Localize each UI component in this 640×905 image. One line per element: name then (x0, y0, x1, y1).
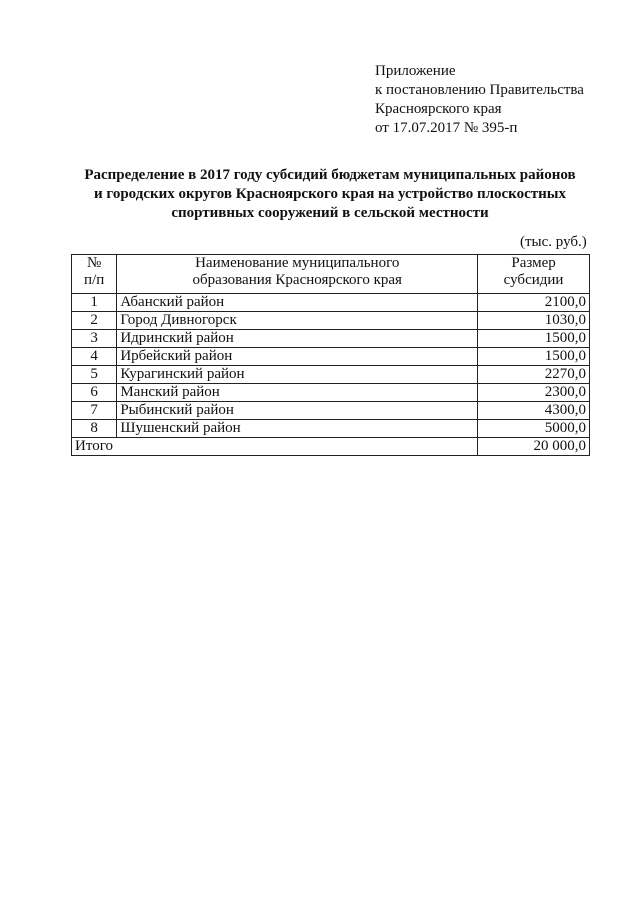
table-total-row (72, 438, 590, 456)
unit-note: (тыс. руб.) (520, 234, 587, 250)
subsidy-amount: 1500,0 (478, 348, 590, 366)
header-name (117, 255, 478, 294)
municipality-name: Абанский район (117, 294, 478, 312)
title-line: и городских округов Красноярского края на устройство плоскостных (94, 186, 566, 202)
header-num (72, 255, 117, 294)
table-row (72, 294, 590, 312)
title-line: спортивных сооружений в сельской местности (171, 205, 489, 221)
row-number: 8 (72, 420, 117, 438)
annex-line: к постановлению Правительства (375, 82, 584, 98)
header-amount (478, 255, 590, 294)
title-line: Распределение в 2017 году субсидий бюджетам муниципальных районов (84, 167, 576, 183)
subsidy-amount: 5000,0 (478, 420, 590, 438)
header-text: п/п (84, 272, 105, 288)
annex-line: Приложение (375, 63, 456, 79)
annex-line: Красноярского края (375, 101, 502, 117)
subsidy-amount: 2300,0 (478, 384, 590, 402)
table-row (72, 330, 590, 348)
header-text: Наименование муниципального (195, 255, 400, 271)
table-row (72, 420, 590, 438)
subsidy-amount: 2270,0 (478, 366, 590, 384)
municipality-name: Курагинский район (117, 366, 478, 384)
annex-line: от 17.07.2017 № 395-п (375, 120, 518, 136)
table-row (72, 366, 590, 384)
row-number: 2 (72, 312, 117, 330)
municipality-name: Шушенский район (117, 420, 478, 438)
table-row (72, 312, 590, 330)
table-row (72, 402, 590, 420)
header-text: Размер (511, 255, 556, 271)
subsidy-amount: 2100,0 (478, 294, 590, 312)
document-title (60, 166, 600, 223)
total-amount: 20 000,0 (478, 438, 590, 456)
subsidy-amount: 1500,0 (478, 330, 590, 348)
municipality-name: Манский район (117, 384, 478, 402)
table-header-row (72, 255, 590, 294)
row-number: 3 (72, 330, 117, 348)
row-number: 6 (72, 384, 117, 402)
municipality-name: Ирбейский район (117, 348, 478, 366)
header-text: субсидии (503, 272, 564, 288)
row-number: 5 (72, 366, 117, 384)
row-number: 1 (72, 294, 117, 312)
annex-header (375, 62, 584, 138)
municipality-name: Рыбинский район (117, 402, 478, 420)
subsidy-table (71, 254, 590, 456)
municipality-name: Идринский район (117, 330, 478, 348)
total-label: Итого (72, 438, 478, 456)
row-number: 4 (72, 348, 117, 366)
table-row (72, 384, 590, 402)
header-text: № (87, 255, 102, 271)
subsidy-amount: 4300,0 (478, 402, 590, 420)
header-text: образования Красноярского края (192, 272, 402, 288)
row-number: 7 (72, 402, 117, 420)
municipality-name: Город Дивногорск (117, 312, 478, 330)
subsidy-amount: 1030,0 (478, 312, 590, 330)
table-row (72, 348, 590, 366)
